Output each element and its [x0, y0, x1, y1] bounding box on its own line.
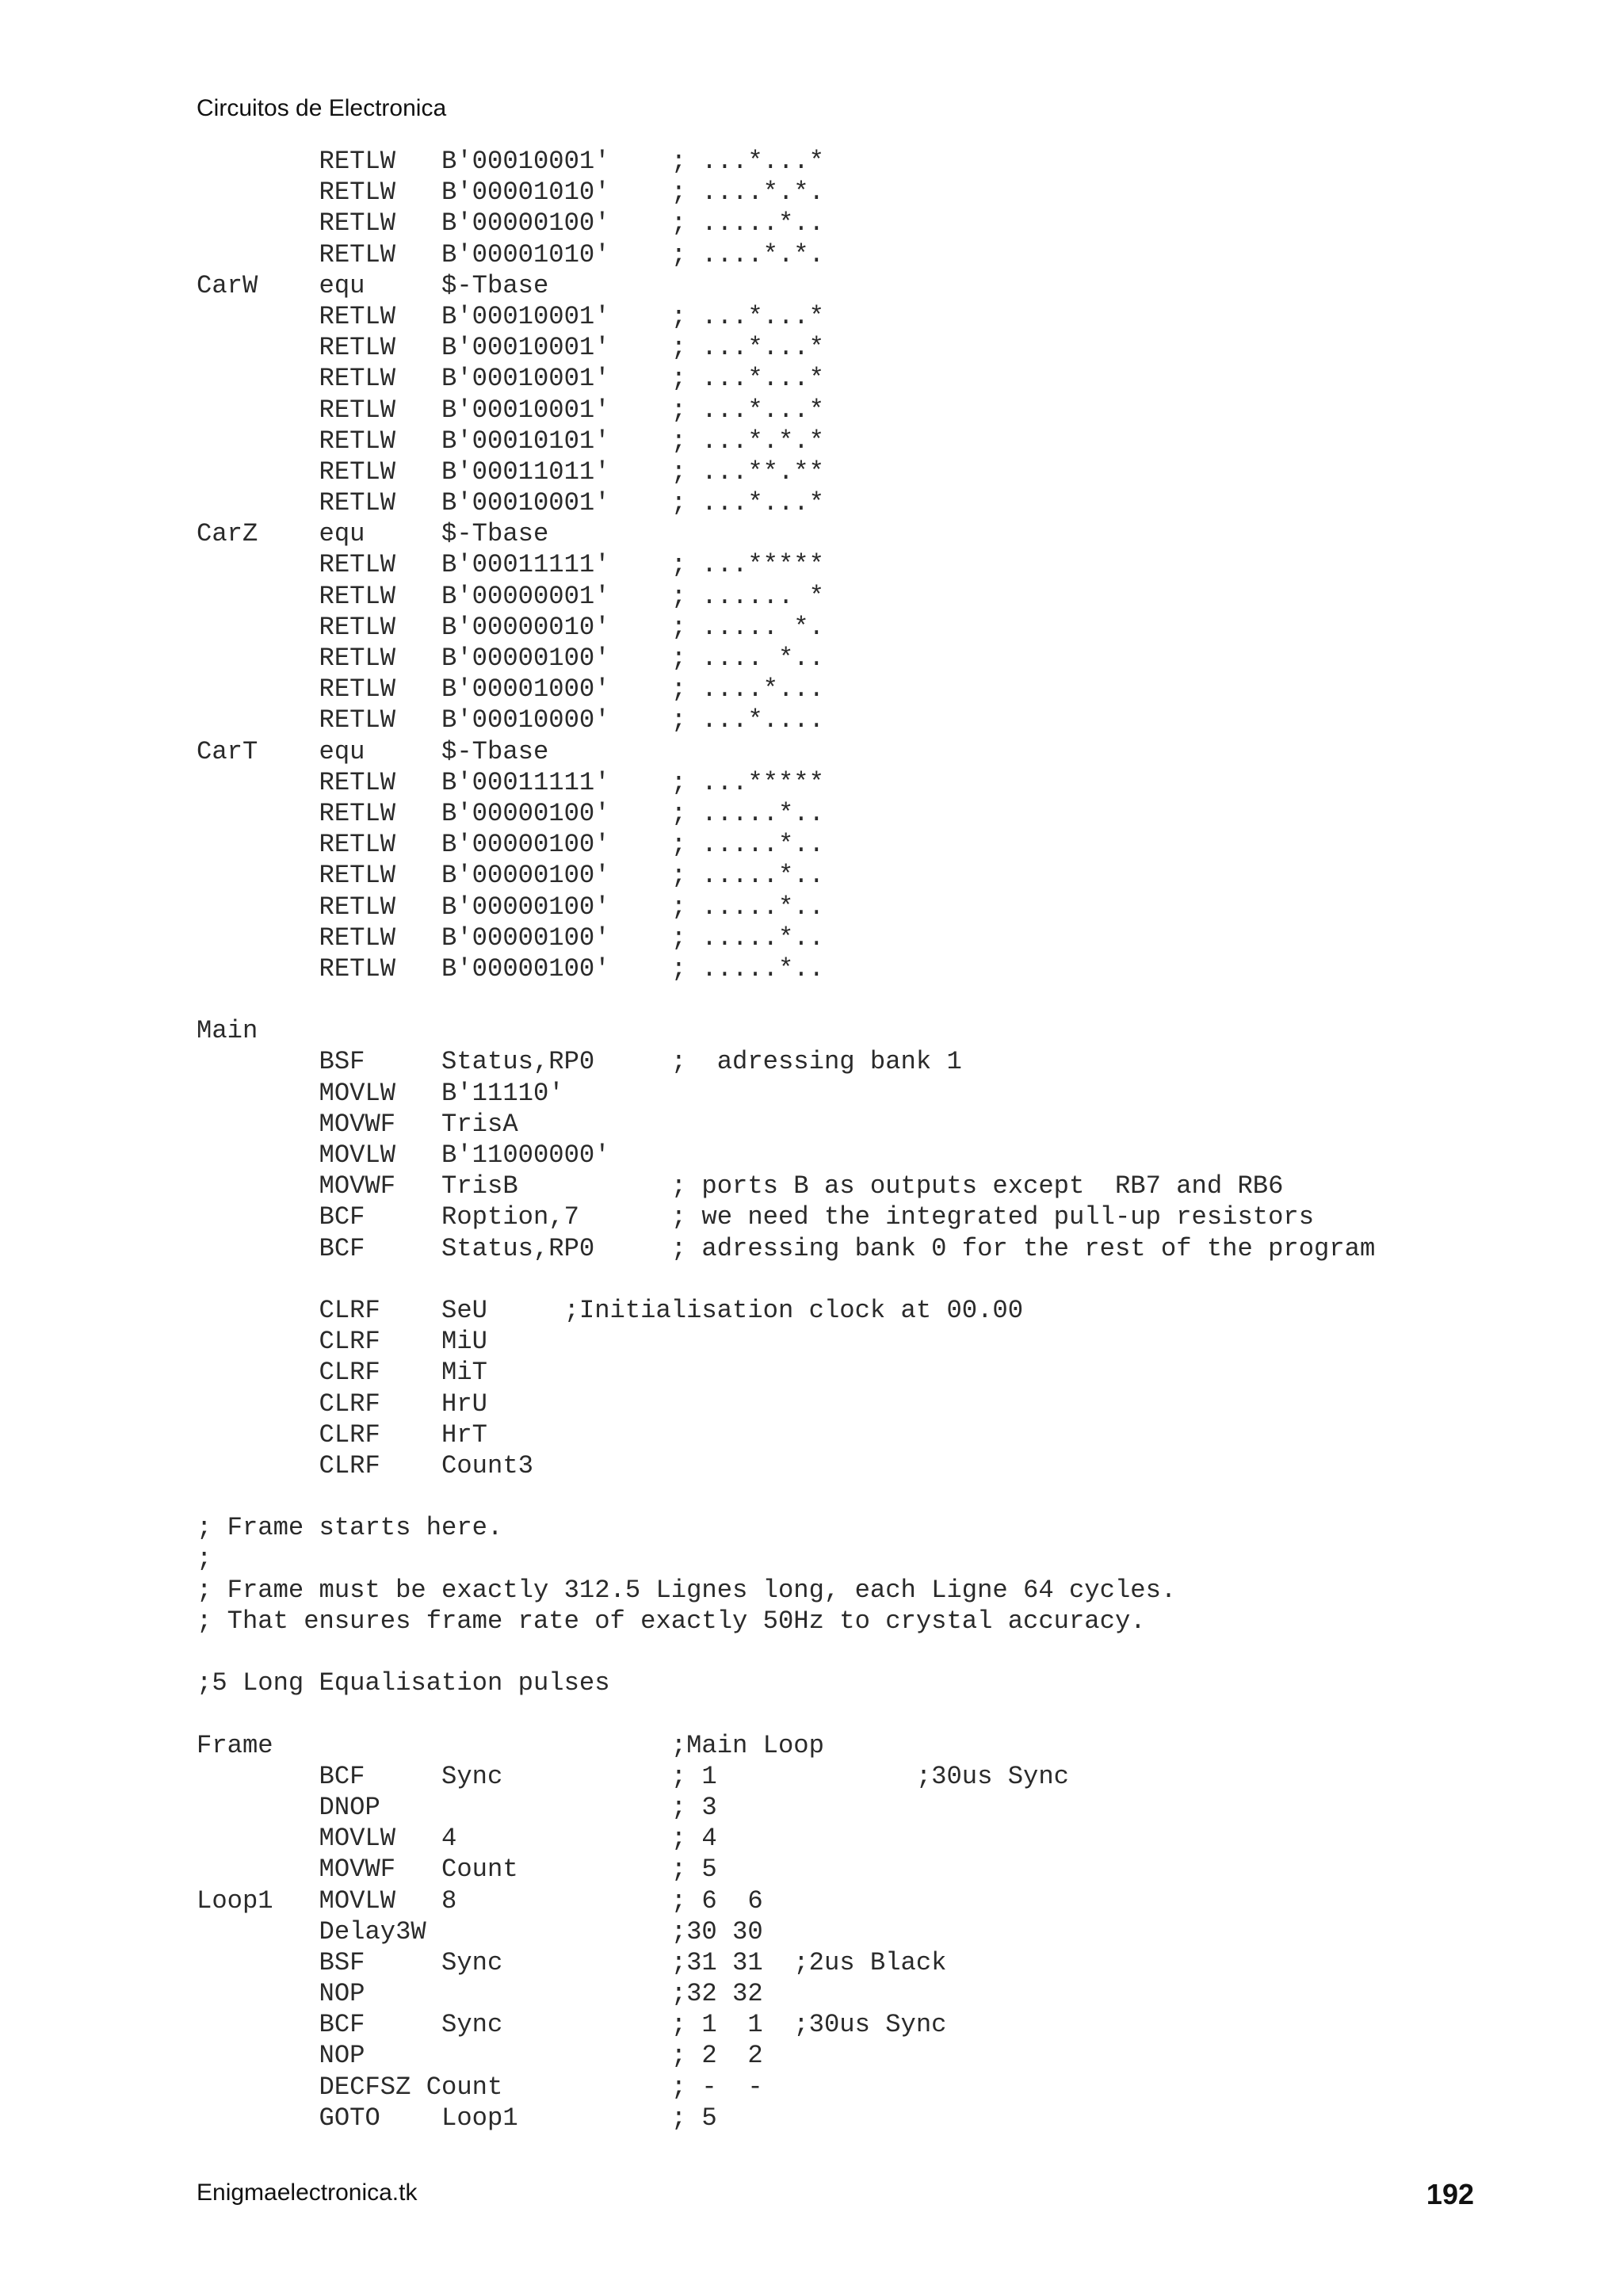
code-line: CLRF SeU ;Initialisation clock at 00.00 [197, 1295, 1024, 1325]
code-line: RETLW B'00001010' ; ....*.*. [197, 178, 824, 208]
code-line: CarZ equ $-Tbase [197, 519, 549, 549]
code-line: BCF Sync ; 1 1 ;30us Sync [197, 2010, 947, 2040]
code-line: RETLW B'00000001' ; ...... * [197, 581, 824, 611]
code-line: ; Frame starts here. [197, 1513, 503, 1543]
code-line: DNOP ; 3 [197, 1792, 717, 1822]
code-line [197, 1637, 1375, 1668]
code-line: Delay3W ;30 30 [197, 1916, 763, 1946]
code-line: CLRF Count3 [197, 1450, 533, 1480]
code-line: RETLW B'00010001' ; ...*...* [197, 395, 824, 425]
code-line: CarT equ $-Tbase [197, 736, 549, 766]
code-line: RETLW B'00010101' ; ...*.*.* [197, 426, 824, 456]
code-line: ;5 Long Equalisation pulses [197, 1668, 610, 1698]
code-line: DECFSZ Count ; - - [197, 2072, 763, 2102]
code-line: ; That ensures frame rate of exactly 50Hz to crystal accuracy. [197, 1606, 1146, 1636]
code-line: MOVLW B'11000000' [197, 1140, 610, 1170]
code-line: RETLW B'00001010' ; ....*.*. [197, 239, 824, 269]
code-line: BSF Status,RP0 ; adressing bank 1 [197, 1047, 962, 1077]
page-header-title: Circuitos de Electronica [197, 95, 447, 121]
code-line: CLRF MiT [197, 1358, 487, 1388]
code-line: RETLW B'00011011' ; ...**.** [197, 457, 824, 487]
code-line: RETLW B'00010001' ; ...*...* [197, 364, 824, 394]
code-line: RETLW B'00000100' ; .....*.. [197, 861, 824, 891]
code-line: MOVLW 4 ; 4 [197, 1824, 717, 1854]
page-number: 192 [1426, 2178, 1474, 2210]
code-line: BCF Sync ; 1 ;30us Sync [197, 1761, 1069, 1791]
code-line [197, 984, 1375, 1015]
code-line: MOVWF Count ; 5 [197, 1855, 717, 1885]
code-line: RETLW B'00011111' ; ...***** [197, 767, 824, 797]
code-line: MOVWF TrisA [197, 1109, 518, 1139]
code-line: RETLW B'00010001' ; ...*...* [197, 301, 824, 331]
code-line: NOP ; 2 2 [197, 2041, 763, 2071]
code-line [197, 1698, 1375, 1729]
code-line: GOTO Loop1 ; 5 [197, 2103, 717, 2133]
code-line: RETLW B'00000100' ; .....*.. [197, 208, 824, 239]
code-line: BCF Status,RP0 ; adressing bank 0 for the rest of the program [197, 1233, 1376, 1263]
code-line: Frame ;Main Loop [197, 1730, 824, 1760]
code-line: RETLW B'00000100' ; .....*.. [197, 953, 824, 984]
code-line: MOVWF TrisB ; ports B as outputs except RB7 and RB6 [197, 1171, 1284, 1201]
assembly-code-listing [197, 146, 1375, 2134]
code-line: RETLW B'00011111' ; ...***** [197, 550, 824, 580]
code-line: NOP ;32 32 [197, 1979, 763, 2009]
code-line: RETLW B'00010001' ; ...*...* [197, 488, 824, 518]
code-line: MOVLW B'11110' [197, 1078, 564, 1108]
code-line: BCF Roption,7 ; we need the integrated pull-up resistors [197, 1202, 1315, 1232]
code-line: CarW equ $-Tbase [197, 270, 549, 300]
code-line: CLRF HrU [197, 1389, 487, 1419]
code-line: ; [197, 1544, 212, 1574]
code-line: RETLW B'00010001' ; ...*...* [197, 147, 824, 176]
code-line: RETLW B'00000100' ; .....*.. [197, 830, 824, 860]
code-line: RETLW B'00000100' ; .....*.. [197, 923, 824, 953]
code-line: CLRF HrT [197, 1419, 487, 1450]
code-line: RETLW B'00000100' ; .... *.. [197, 644, 824, 673]
code-line: RETLW B'00000100' ; .....*.. [197, 798, 824, 828]
code-line: CLRF MiU [197, 1327, 487, 1357]
code-line: RETLW B'00001000' ; ....*... [197, 674, 824, 705]
code-line: Main [197, 1016, 258, 1046]
code-line: RETLW B'00000100' ; .....*.. [197, 892, 824, 922]
code-line: BSF Sync ;31 31 ;2us Black [197, 1947, 947, 1977]
footer-site-name: Enigmaelectronica.tk [197, 2179, 418, 2206]
code-line: RETLW B'00000010' ; ..... *. [197, 612, 824, 642]
code-line: RETLW B'00010000' ; ...*.... [197, 705, 824, 735]
code-line [197, 1264, 1375, 1295]
code-line: RETLW B'00010001' ; ...*...* [197, 333, 824, 363]
code-line [197, 1481, 1375, 1512]
code-line: ; Frame must be exactly 312.5 Lignes long, each Ligne 64 cycles. [197, 1575, 1177, 1605]
code-line: Loop1 MOVLW 8 ; 6 6 [197, 1885, 763, 1916]
